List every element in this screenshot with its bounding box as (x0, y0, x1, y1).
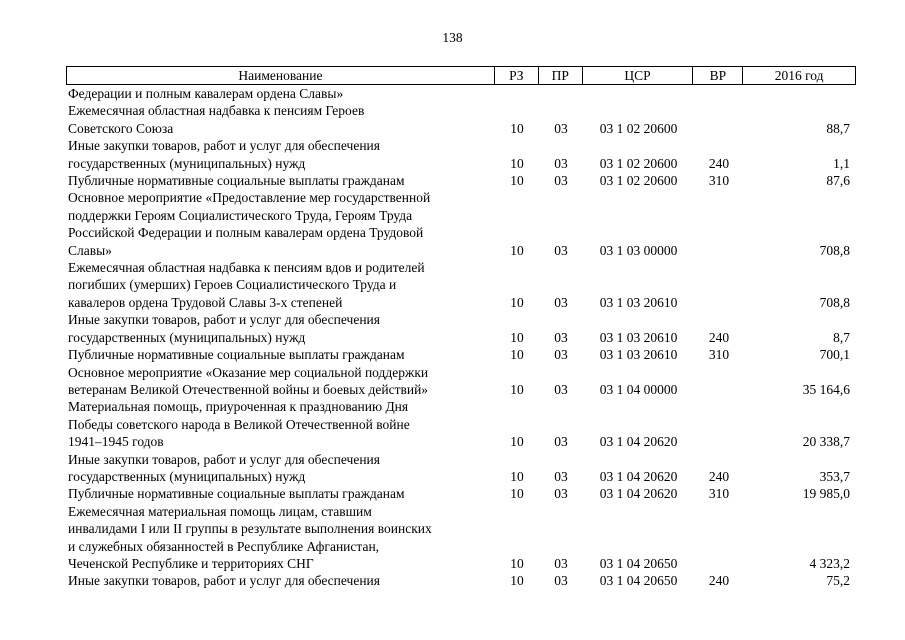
row-csr: 03 1 03 20610 (599, 329, 678, 345)
table-row (66, 503, 856, 573)
row-name-line: Материальная помощь, приуроченная к празднованию Дня (68, 399, 409, 415)
row-csr: 03 1 03 20610 (599, 347, 678, 363)
row-pr: 03 (554, 120, 568, 136)
row-name-line: Иные закупки товаров, работ и услуг для обеспечения (68, 573, 380, 589)
row-pr: 03 (554, 329, 568, 345)
row-name-line: погибших (умерших) Героев Социалистического Труда и (68, 277, 397, 293)
row-name-line: Российской Федерации и полным кавалерам ордена Трудовой (68, 225, 424, 241)
header-rz: РЗ (495, 67, 539, 84)
row-name-line: Советского Союза (68, 120, 174, 136)
row-rz: 10 (510, 381, 524, 397)
row-rz: 10 (510, 173, 524, 189)
row-pr: 03 (554, 242, 568, 258)
row-csr: 03 1 04 20650 (599, 573, 678, 589)
row-csr: 03 1 04 20620 (599, 434, 678, 450)
row-name (66, 572, 495, 589)
row-name (66, 172, 495, 189)
table-row (66, 398, 856, 450)
row-pr: 03 (554, 173, 568, 189)
header-year: 2016 год (774, 68, 824, 83)
row-name-line: Чеченской Республике и территориях СНГ (68, 555, 314, 571)
table-row (66, 311, 856, 346)
row-vr: 310 (708, 347, 730, 363)
header-name: Наименование (67, 67, 495, 84)
header-vr: ВР (693, 67, 743, 84)
table-row (66, 189, 856, 259)
table-row (66, 259, 856, 311)
row-name (66, 85, 495, 102)
row-sum: 75,2 (826, 573, 850, 589)
row-name-line: Публичные нормативные социальные выплаты гражданам (68, 173, 405, 189)
row-name (66, 398, 495, 450)
row-pr: 03 (554, 573, 568, 589)
row-pr: 03 (554, 555, 568, 571)
row-csr: 03 1 04 00000 (599, 381, 678, 397)
row-csr: 03 1 04 20650 (599, 555, 678, 571)
row-name-line: поддержки Героям Социалистического Труда, Героям Труда (68, 207, 413, 223)
row-rz: 10 (510, 486, 524, 502)
row-name-line: Основное мероприятие «Оказание мер социальной поддержки (68, 364, 429, 380)
row-vr: 240 (708, 468, 730, 484)
row-sum: 1,1 (833, 155, 850, 171)
row-sum: 87,6 (826, 173, 850, 189)
row-rz: 10 (510, 294, 524, 310)
row-rz: 10 (510, 347, 524, 363)
row-name-line: Ежемесячная областная надбавка к пенсиям Героев (68, 103, 365, 119)
row-pr: 03 (554, 294, 568, 310)
row-pr: 03 (554, 434, 568, 450)
row-vr: 310 (708, 486, 730, 502)
row-sum: 4 323,2 (809, 555, 850, 571)
row-csr: 03 1 02 20600 (599, 155, 678, 171)
row-csr: 03 1 02 20600 (599, 120, 678, 136)
row-rz: 10 (510, 573, 524, 589)
row-name-line: государственных (муниципальных) нужд (68, 329, 306, 345)
row-pr: 03 (554, 155, 568, 171)
row-pr: 03 (554, 381, 568, 397)
row-rz: 10 (510, 329, 524, 345)
header-csr: ЦСР (583, 67, 694, 84)
row-sum: 353,7 (819, 468, 850, 484)
table-row (66, 102, 856, 137)
row-sum: 700,1 (819, 347, 850, 363)
row-vr: 240 (708, 329, 730, 345)
row-name (66, 137, 495, 172)
row-name-line: ветеранам Великой Отечественной войны и боевых действий» (68, 381, 429, 397)
row-name-line: Иные закупки товаров, работ и услуг для обеспечения (68, 312, 380, 328)
row-rz: 10 (510, 555, 524, 571)
row-name (66, 503, 495, 573)
row-name-line: Ежемесячная областная надбавка к пенсиям вдов и родителей (68, 260, 425, 276)
row-name (66, 485, 495, 502)
row-sum: 708,8 (819, 242, 850, 258)
row-name-line: Основное мероприятие «Предоставление мер государственной (68, 190, 431, 206)
row-sum: 19 985,0 (802, 486, 850, 502)
table-row (66, 572, 856, 589)
row-sum: 35 164,6 (802, 381, 850, 397)
row-name-line: Публичные нормативные социальные выплаты гражданам (68, 486, 405, 502)
row-pr: 03 (554, 468, 568, 484)
row-name-line: Иные закупки товаров, работ и услуг для обеспечения (68, 138, 380, 154)
row-sum: 20 338,7 (802, 434, 850, 450)
row-csr: 03 1 03 00000 (599, 242, 678, 258)
row-rz: 10 (510, 120, 524, 136)
row-name (66, 346, 495, 363)
row-name (66, 451, 495, 486)
row-sum: 708,8 (819, 294, 850, 310)
row-name-line: и служебных обязанностей в Республике Афганистан, (68, 538, 380, 554)
row-name-line: Федерации и полным кавалерам ордена Славы» (68, 86, 344, 101)
budget-table (66, 66, 856, 590)
header-pr: ПР (539, 67, 583, 84)
row-name-line: Победы советского народа в Великой Отечественной войне (68, 416, 410, 432)
table-body (66, 85, 856, 590)
row-name-line: Иные закупки товаров, работ и услуг для обеспечения (68, 451, 380, 467)
table-row (66, 485, 856, 502)
table-row (66, 364, 856, 399)
row-name (66, 311, 495, 346)
row-name-line: Публичные нормативные социальные выплаты гражданам (68, 347, 405, 363)
row-rz: 10 (510, 468, 524, 484)
row-name-line: 1941–1945 годов (68, 434, 164, 450)
table-row (66, 85, 856, 102)
row-name-line: инвалидами I или II группы в результате выполнения воинских (68, 521, 432, 537)
row-name (66, 259, 495, 311)
row-name-line: государственных (муниципальных) нужд (68, 155, 306, 171)
row-name (66, 364, 495, 399)
row-csr: 03 1 04 20620 (599, 486, 678, 502)
row-sum: 88,7 (826, 120, 850, 136)
table-row (66, 451, 856, 486)
row-rz: 10 (510, 434, 524, 450)
row-name-line: Славы» (68, 242, 112, 258)
table-header (66, 66, 856, 85)
row-sum: 8,7 (833, 329, 850, 345)
row-rz: 10 (510, 242, 524, 258)
page-number: 138 (442, 30, 463, 45)
row-csr: 03 1 04 20620 (599, 468, 678, 484)
row-rz: 10 (510, 155, 524, 171)
row-name-line: кавалеров ордена Трудовой Славы 3-х степеней (68, 294, 343, 310)
row-name-line: Ежемесячная материальная помощь лицам, ставшим (68, 503, 372, 519)
row-vr: 310 (708, 173, 730, 189)
table-row (66, 137, 856, 172)
row-name (66, 102, 495, 137)
row-vr: 240 (708, 155, 730, 171)
row-pr: 03 (554, 347, 568, 363)
row-pr: 03 (554, 486, 568, 502)
row-csr: 03 1 03 20610 (599, 294, 678, 310)
row-vr: 240 (708, 573, 730, 589)
row-name (66, 189, 495, 259)
table-row (66, 172, 856, 189)
table-row (66, 346, 856, 363)
row-name-line: государственных (муниципальных) нужд (68, 468, 306, 484)
row-csr: 03 1 02 20600 (599, 173, 678, 189)
